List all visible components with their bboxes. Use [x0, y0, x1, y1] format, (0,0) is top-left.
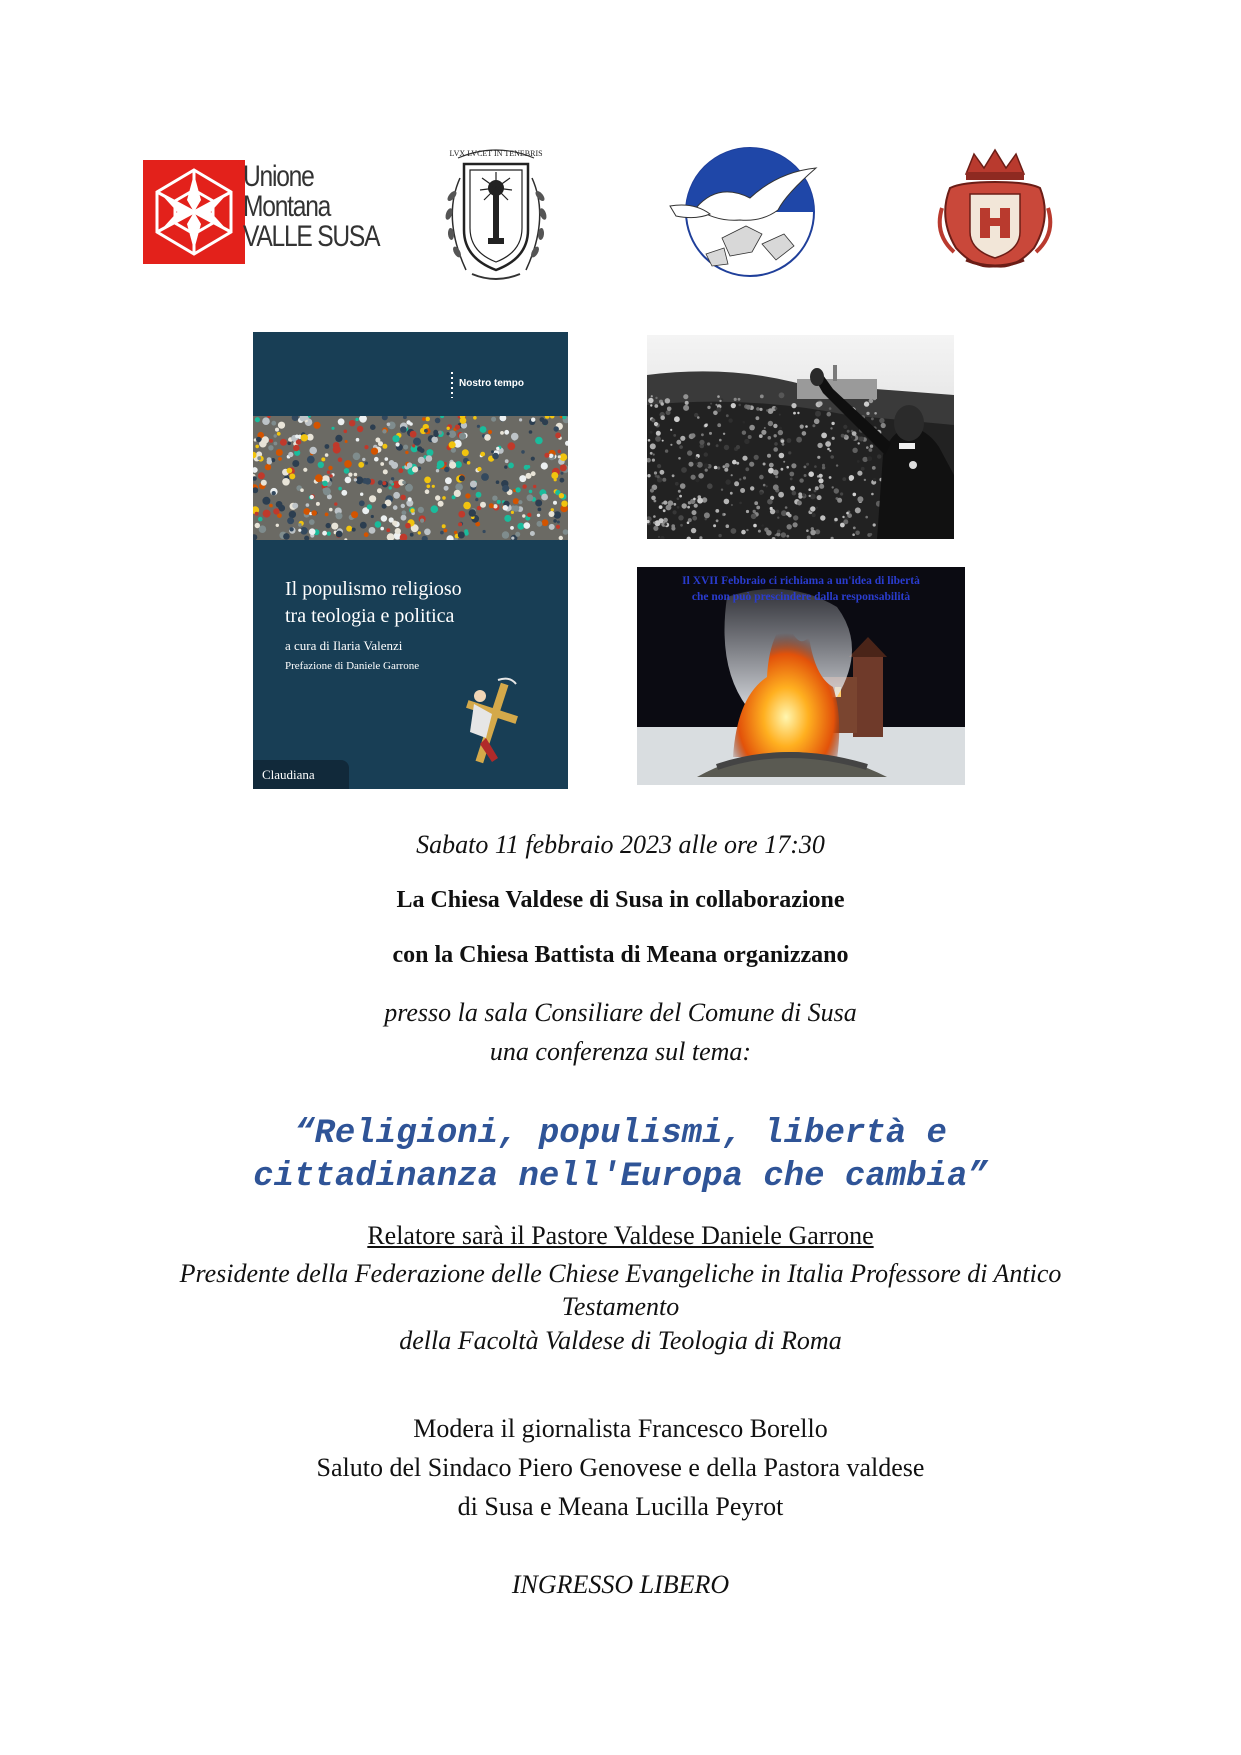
book-preface: Prefazione di Daniele Garrone [285, 660, 420, 672]
venue-line: una conferenza sul tema: [489, 1037, 752, 1066]
conference-title-line: cittadinanza nell'Europa che cambia” [253, 1158, 988, 1196]
book-title-line: Il populismo religioso [285, 578, 462, 600]
arms-motto: LVX LVCET IN TENEBRIS [449, 149, 543, 158]
susa-civic-crest-logo [936, 148, 1054, 272]
admission-note: INGRESSO LIBERO [511, 1570, 730, 1599]
unione-montana-wordmark [243, 160, 380, 253]
greetings-line: Saluto del Sindaco Piero Genovese e della Pastora valdese [316, 1453, 925, 1482]
book-series-label: Nostro tempo [459, 378, 524, 389]
speaker-role-line: Presidente della Federazione delle Chiese Evangeliche in Italia Professore di Antico [179, 1259, 1062, 1288]
baptist-union-dove-logo [666, 142, 826, 280]
organizers-line: con la Chiesa Battista di Meana organizzano [392, 942, 849, 968]
moderator-line: Modera il giornalista Francesco Borello [413, 1414, 828, 1443]
speaker-role-line: della Facoltà Valdese di Teologia di Roma [399, 1326, 842, 1355]
organizers-line: La Chiesa Valdese di Susa in collaborazione [396, 887, 845, 913]
wordmark-line: Unione [243, 160, 314, 193]
series-dots-decoration [451, 372, 453, 398]
greetings-line: di Susa e Meana Lucilla Peyrot [457, 1492, 784, 1521]
book-title [285, 576, 462, 630]
bonfire-caption-line: Il XVII Febbraio ci richiama a un'idea di libertà [682, 575, 920, 587]
book-cover [253, 332, 568, 789]
book-publisher: Claudiana [253, 760, 349, 789]
wordmark-line: VALLE SUSA [243, 220, 380, 253]
unione-montana-logo [143, 160, 380, 264]
bonfire-caption-line: che non può prescindere dalla responsabilità [691, 591, 911, 603]
waldensian-coat-of-arms-logo [436, 138, 556, 286]
february-bonfire-photo [637, 567, 965, 785]
book-editor: a cura di Ilaria Valenzi [285, 638, 403, 653]
speaker-line: Relatore sarà il Pastore Valdese Daniele Garrone [367, 1221, 874, 1250]
speaker-role-line: Testamento [561, 1292, 680, 1321]
wordmark-line: Montana [243, 190, 331, 223]
venue-line: presso la sala Consiliare del Comune di Susa [384, 998, 857, 1027]
civil-rights-march-photo [647, 335, 954, 539]
crowd-photo-band [253, 416, 568, 540]
bonfire-caption [637, 573, 965, 605]
unione-montana-emblem [143, 160, 245, 264]
conference-title-line: “Religioni, populismi, libertà e [294, 1115, 947, 1153]
book-title-line: tra teologia e politica [285, 605, 455, 627]
event-date: Sabato 11 febbraio 2023 alle ore 17:30 [416, 830, 825, 859]
cross-figure-illustration [458, 674, 530, 770]
